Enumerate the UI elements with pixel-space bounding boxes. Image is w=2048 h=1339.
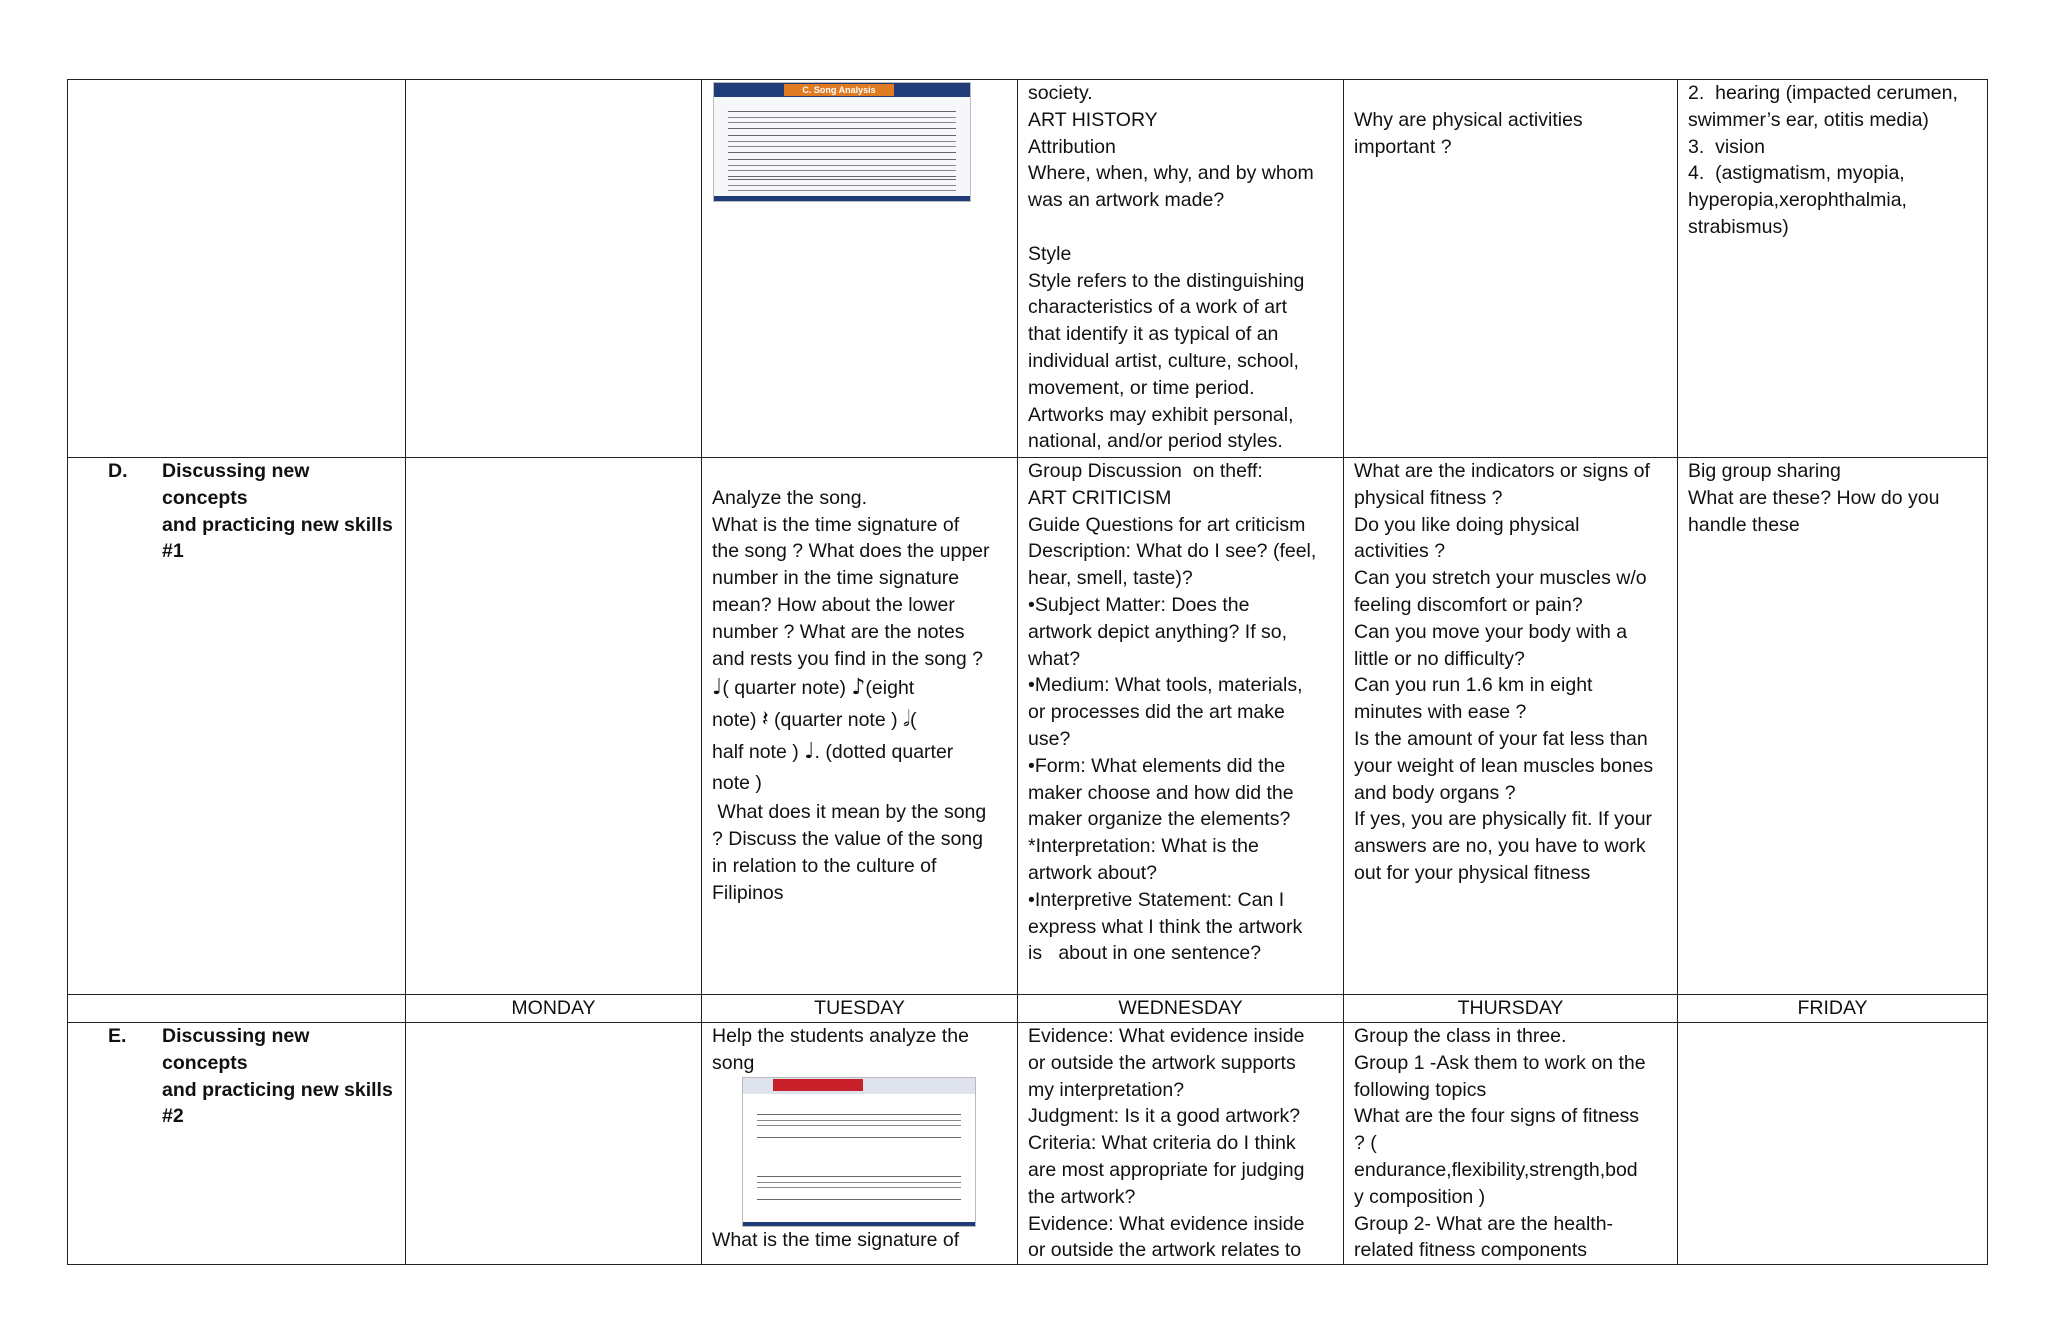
- step-d-title-line: and practicing new skills: [162, 513, 393, 536]
- art-history-line: Style: [1028, 242, 1072, 265]
- evidence-judgment-line: Evidence: What evidence inside: [1028, 1025, 1305, 1047]
- cell-step-empty: [68, 80, 406, 458]
- evidence-judgment-line: or outside the artwork relates to: [1028, 1239, 1302, 1262]
- art-history-line: [1028, 214, 1333, 241]
- art-criticism-line: •Interpretive Statement: Can I: [1028, 888, 1285, 911]
- art-criticism-line: •Subject Matter: Does the: [1028, 593, 1250, 616]
- group-work-line: following topics: [1354, 1078, 1487, 1101]
- step-e-title-line: Discussing new concepts: [162, 1025, 315, 1074]
- art-criticism-line: Group Discussion on theff:: [1028, 460, 1263, 482]
- fitness-question-line: Is the amount of your fat less than: [1354, 727, 1648, 750]
- song-meaning-line: Filipinos: [712, 881, 784, 904]
- group-sharing-line: handle these: [1688, 513, 1800, 536]
- health-item-line: hyperopia,xerophthalmia,: [1688, 189, 1907, 212]
- analyze-song-line: and rests you find in the song ?: [712, 647, 984, 670]
- group-work-line: Group the class in three.: [1354, 1025, 1567, 1047]
- eighth-note-icon: ♪: [851, 675, 866, 701]
- health-item-line: strabismus): [1688, 215, 1789, 238]
- song-meaning-line: in relation to the culture of: [712, 854, 937, 877]
- song-meaning-line: ? Discuss the value of the song: [712, 828, 983, 851]
- analyze-song-line: [712, 458, 1007, 485]
- fitness-question-line: activities ?: [1354, 540, 1446, 563]
- group-work-line: related fitness components: [1354, 1239, 1588, 1262]
- step-e-title-line: #2: [162, 1105, 184, 1128]
- song-meaning-line: What does it mean by the song: [712, 801, 987, 824]
- art-history-line: national, and/or period styles.: [1028, 430, 1283, 453]
- group-work-line: What are the four signs of fitness: [1354, 1105, 1640, 1128]
- step-e-title-line: and practicing new skills: [162, 1078, 393, 1101]
- table-row-step-d: [68, 458, 1988, 995]
- cell-friday-e: [1678, 1023, 1988, 1265]
- art-criticism-line: what?: [1028, 647, 1081, 670]
- art-criticism-line: •Medium: What tools, materials,: [1028, 674, 1303, 697]
- physical-activity-line: [1354, 80, 1667, 107]
- cell-wednesday-evidence-judgment: [1018, 1023, 1344, 1265]
- quarter-note-icon: ♩: [712, 675, 723, 701]
- art-criticism-line: •Form: What elements did the: [1028, 754, 1286, 777]
- group-work-line: Group 1 -Ask them to work on the: [1354, 1051, 1646, 1074]
- cell-tuesday-analyze-song: [702, 458, 1018, 995]
- art-history-line: Attribution: [1028, 135, 1116, 158]
- fitness-question-line: your weight of lean muscles bones: [1354, 754, 1654, 777]
- art-criticism-line: ART CRITICISM: [1028, 486, 1172, 509]
- evidence-judgment-line: Judgment: Is it a good artwork?: [1028, 1105, 1301, 1128]
- quarter-rest-icon: 𝄽: [761, 707, 769, 733]
- fitness-question-line: answers are no, you have to work: [1354, 835, 1646, 858]
- day-header-blank: [68, 995, 406, 1023]
- group-sharing-line: Big group sharing: [1688, 460, 1841, 482]
- cell-wednesday-art-criticism: [1018, 458, 1344, 995]
- half-note-icon: 𝅗𝅥: [903, 707, 911, 733]
- art-history-line: ART HISTORY: [1028, 108, 1158, 131]
- cell-thursday-fitness-questions: [1344, 458, 1678, 995]
- fitness-question-line: If yes, you are physically fit. If your: [1354, 808, 1653, 831]
- art-criticism-line: maker choose and how did the: [1028, 781, 1294, 804]
- time-signature-line: What is the time signature of: [712, 1228, 960, 1251]
- art-history-line: movement, or time period.: [1028, 376, 1255, 399]
- art-history-line: characteristics of a work of art: [1028, 296, 1288, 319]
- art-history-line: Where, when, why, and by whom: [1028, 162, 1314, 185]
- art-criticism-line: hear, smell, taste)?: [1028, 567, 1193, 590]
- analyze-song-line: number in the time signature: [712, 567, 960, 590]
- cell-tuesday-help-analyze: [702, 1023, 1018, 1265]
- day-header-wednesday: WEDNESDAY: [1018, 995, 1344, 1023]
- art-criticism-line: Description: What do I see? (feel,: [1028, 540, 1317, 563]
- step-d-title-line: Discussing new concepts: [162, 460, 315, 509]
- evidence-judgment-line: the artwork?: [1028, 1185, 1136, 1208]
- cell-step-e: [68, 1023, 406, 1265]
- fitness-question-line: feeling discomfort or pain?: [1354, 593, 1583, 616]
- step-letter-e: E.: [108, 1025, 127, 1047]
- group-work-line: endurance,flexibility,strength,bod: [1354, 1158, 1638, 1181]
- art-history-line: individual artist, culture, school,: [1028, 349, 1299, 372]
- cell-friday-group-sharing: [1678, 458, 1988, 995]
- fitness-question-line: minutes with ease ?: [1354, 701, 1527, 724]
- evidence-judgment-line: my interpretation?: [1028, 1078, 1185, 1101]
- cell-friday-health-list: [1678, 80, 1988, 458]
- art-criticism-line: artwork depict anything? If so,: [1028, 620, 1288, 643]
- evidence-judgment-line: or outside the artwork supports: [1028, 1051, 1296, 1074]
- art-criticism-line: maker organize the elements?: [1028, 808, 1291, 831]
- analyze-song-line: What is the time signature of: [712, 513, 960, 536]
- health-item-line: 3. vision: [1688, 135, 1765, 158]
- health-item-line: 2. hearing (impacted cerumen,: [1688, 82, 1958, 104]
- physical-activity-line: important ?: [1354, 135, 1452, 158]
- art-history-line: Style refers to the distinguishing: [1028, 269, 1305, 292]
- art-criticism-line: *Interpretation: What is the: [1028, 835, 1259, 858]
- health-item-line: 4. (astigmatism, myopia,: [1688, 162, 1905, 185]
- step-d-title-line: #1: [162, 540, 184, 563]
- fitness-question-line: and body organs ?: [1354, 781, 1516, 804]
- group-work-line: y composition ): [1354, 1185, 1486, 1208]
- fitness-question-line: Can you move your body with a: [1354, 620, 1628, 643]
- cell-step-d: [68, 458, 406, 995]
- dotted-quarter-note-icon: ♩: [804, 739, 815, 765]
- physical-activity-line: Why are physical activities: [1354, 108, 1583, 131]
- art-criticism-line: artwork about?: [1028, 861, 1157, 884]
- fitness-question-line: Can you stretch your muscles w/o: [1354, 567, 1647, 590]
- art-criticism-line: express what I think the artwork: [1028, 915, 1303, 938]
- evidence-judgment-line: Criteria: What criteria do I think: [1028, 1132, 1296, 1155]
- cell-wednesday-art-history: [1018, 80, 1344, 458]
- fitness-question-line: Do you like doing physical: [1354, 513, 1580, 536]
- art-history-line: society.: [1028, 82, 1093, 104]
- analyze-song-line: mean? How about the lower: [712, 593, 955, 616]
- day-header-friday: FRIDAY: [1678, 995, 1988, 1023]
- art-history-line: was an artwork made?: [1028, 189, 1225, 212]
- art-criticism-line: is about in one sentence?: [1028, 942, 1262, 965]
- cell-monday-empty: [406, 80, 702, 458]
- cell-monday-e: [406, 1023, 702, 1265]
- table-row-step-e: [68, 1023, 1988, 1265]
- art-criticism-line: Guide Questions for art criticism: [1028, 513, 1306, 536]
- group-work-line: ? (: [1354, 1132, 1377, 1155]
- help-analyze-line: Help the students analyze the: [712, 1025, 969, 1047]
- art-history-line: that identify it as typical of an: [1028, 323, 1279, 346]
- day-header-thursday: THURSDAY: [1344, 995, 1678, 1023]
- cell-thursday-group-work: [1344, 1023, 1678, 1265]
- help-analyze-line: song: [712, 1051, 755, 1074]
- group-work-line: Group 2- What are the health-: [1354, 1212, 1614, 1235]
- step-title-e: [162, 1023, 395, 1130]
- analyze-song-line: number ? What are the notes: [712, 620, 965, 643]
- song-analysis-sheet-image: C. Song Analysis: [713, 82, 971, 202]
- cell-monday-d: [406, 458, 702, 995]
- analyze-song-line: the song ? What does the upper: [712, 540, 990, 563]
- note-values-text: ♩( quarter note) ♪(eight note) 𝄽 (quarter note ) 𝅗𝅥( half note ) ♩. (dotted quarter note ): [712, 675, 954, 795]
- cell-tuesday-song-image: [702, 80, 1018, 458]
- fitness-question-line: Can you run 1.6 km in eight: [1354, 674, 1593, 697]
- table-row-day-header: [68, 995, 1988, 1023]
- art-criticism-line: or processes did the art make: [1028, 701, 1285, 724]
- step-title-d: [162, 458, 395, 565]
- evidence-judgment-line: Evidence: What evidence inside: [1028, 1212, 1305, 1235]
- fitness-question-line: little or no difficulty?: [1354, 647, 1525, 670]
- table-row-continuation: [68, 80, 1988, 458]
- step-letter-d: D.: [108, 460, 128, 482]
- analyze-song-line: Analyze the song.: [712, 486, 868, 509]
- fitness-question-line: What are the indicators or signs of: [1354, 460, 1650, 482]
- evidence-judgment-line: are most appropriate for judging: [1028, 1158, 1305, 1181]
- art-criticism-line: use?: [1028, 727, 1071, 750]
- cell-thursday-why-physical: [1344, 80, 1678, 458]
- fitness-question-line: physical fitness ?: [1354, 486, 1503, 509]
- lesson-plan-table: [67, 79, 1988, 1265]
- group-sharing-line: What are these? How do you: [1688, 486, 1940, 509]
- day-header-monday: MONDAY: [406, 995, 702, 1023]
- art-history-line: Artworks may exhibit personal,: [1028, 403, 1294, 426]
- health-item-line: swimmer’s ear, otitis media): [1688, 108, 1929, 131]
- day-header-tuesday: TUESDAY: [702, 995, 1018, 1023]
- fitness-question-line: out for your physical fitness: [1354, 861, 1591, 884]
- song-score-image: [742, 1077, 976, 1227]
